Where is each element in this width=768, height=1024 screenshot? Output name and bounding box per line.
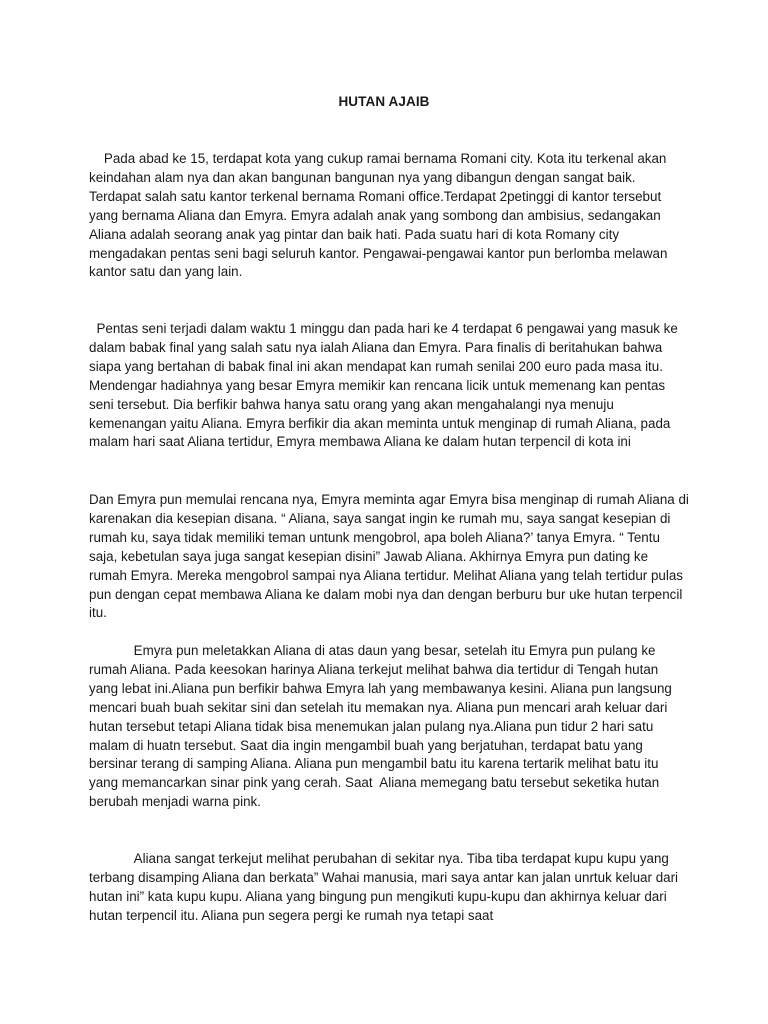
- paragraph-2: Pentas seni terjadi dalam waktu 1 minggu dan pada hari ke 4 terdapat 6 pengawai yang masuk ke dalam babak final yang salah satu nya ialah Aliana dan Emyra. Para finalis di beritahukan bahwa siapa yang bertahan di babak final ini akan mendapat kan rumah senilai 200 euro pada masa itu. Mendengar hadiahnya yang besar Emyra memikir kan rencana licik untuk memenang kan pentas seni tersebut. Dia berfikir bahwa hanya satu orang yang akan mengahalangi nya menuju kemenangan yaitu Aliana. Emyra berfikir dia akan meminta untuk menginap di rumah Aliana, pada malam hari saat Aliana tertidur, Emyra membawa Aliana ke dalam hutan terpencil di kota ini: [89, 321, 682, 450]
- paragraph-4: Emyra pun meletakkan Aliana di atas daun yang besar, setelah itu Emyra pun pulang ke rumah Aliana. Pada keesokan harinya Aliana terkejut melihat bahwa dia tertidur di Tengah hutan yang lebat ini.Aliana pun berfikir bahwa Emyra lah yang membawanya kesini. Aliana pun langsung mencari buah buah sekitar sini dan setelah itu memakan nya. Aliana pun mencari arah keluar dari hutan tersebut tetapi Aliana tidak bisa menemukan jalan pulang nya.Aliana pun tidur 2 hari satu malam di huatn tersebut. Saat dia ingin mengambil buah yang berjatuhan, terdapat batu yang bersinar terang di samping Aliana. Aliana pun mengambil batu itu karena tertarik melihat batu itu yang memancarkan sinar pink yang cerah. Saat Aliana memegang batu tersebut seketika hutan berubah menjadi warna pink.: [89, 643, 676, 810]
- document-title: HUTAN AJAIB: [338, 94, 430, 109]
- paragraph-5: Aliana sangat terkejut melihat perubahan di sekitar nya. Tiba tiba terdapat kupu kupu yang terbang disamping Aliana dan berkata” Wahai manusia, mari saya antar kan jalan unrtuk keluar dari hutan ini” kata kupu kupu. Aliana yang bingung pun mengikuti kupu-kupu dan akhirnya keluar dari hutan terpencil itu. Aliana pun segera pergi ke rumah nya tetapi saat: [89, 851, 682, 923]
- paragraph-1: Pada abad ke 15, terdapat kota yang cukup ramai bernama Romani city. Kota itu terkenal akan keindahan alam nya dan akan bangunan bangunan nya yang dibangun dengan sangat baik. Terdapat salah satu kantor terkenal bernama Romani office.Terdapat 2petinggi di kantor tersebut yang bernama Aliana dan Emyra. Emyra adalah anak yang sombong dan ambisius, sedangakan Aliana adalah seorang anak yag pintar dan baik hati. Pada suatu hari di kota Romany city mengadakan pentas seni bagi seluruh kantor. Pengawai-pengawai kantor pun berlomba melawan kantor satu dan yang lain.: [89, 151, 672, 280]
- paragraph-3: Dan Emyra pun memulai rencana nya, Emyra meminta agar Emyra bisa menginap di rumah Aliana di karenakan dia kesepian disana. “ Aliana, saya sangat ingin ke rumah mu, saya sangat kesepian di rumah ku, saya tidak memiliki teman untunk mengobrol, apa boleh Aliana?’ tanya Emyra. “ Tentu saja, kebetulan saya juga sangat kesepian disini” Jawab Aliana. Akhirnya Emyra pun dating ke rumah Emyra. Mereka mengobrol sampai nya Aliana tertidur. Melihat Aliana yang telah tertidur pulas pun dengan cepat membawa Aliana ke dalam mobi nya dan dengan berburu bur uke hutan terpencil itu.: [89, 492, 693, 621]
